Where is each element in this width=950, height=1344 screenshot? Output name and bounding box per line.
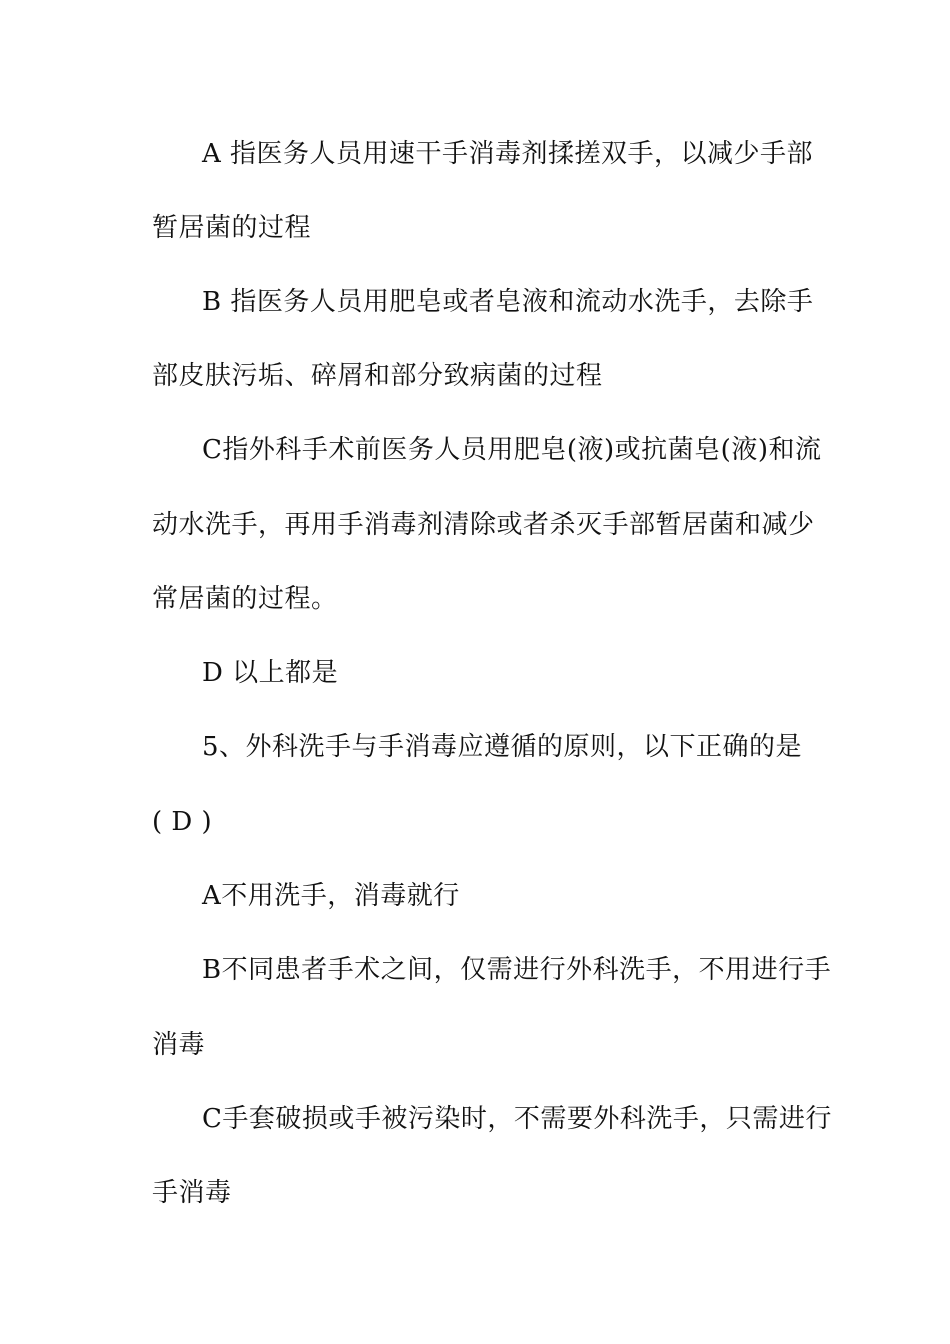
option-b-line-1: B 指医务人员用肥皂或者皂液和流动水洗手，去除手	[202, 287, 814, 317]
question-5-answer: ( D )	[152, 807, 213, 837]
q5-option-c-line-1: C手套破损或手被污染时，不需要外科洗手，只需进行	[202, 1104, 832, 1134]
question-5-line-1: 5、外科洗手与手消毒应遵循的原则，以下正确的是	[202, 732, 803, 762]
q5-option-b-line-2: 消毒	[152, 1030, 206, 1060]
option-c-line-1: C指外科手术前医务人员用肥皂(液)或抗菌皂(液)和流	[202, 435, 822, 465]
option-c-line-2: 动水洗手，再用手消毒剂清除或者杀灭手部暂居菌和减少	[152, 510, 815, 540]
option-c-line-3: 常居菌的过程。	[152, 584, 338, 614]
option-d-line: D 以上都是	[202, 658, 339, 688]
q5-option-c-line-2: 手消毒	[152, 1178, 232, 1208]
option-a-line-1: A 指医务人员用速干手消毒剂揉搓双手，以减少手部	[202, 139, 814, 169]
option-a-line-2: 暂居菌的过程	[152, 213, 312, 243]
q5-option-a-line: A不用洗手，消毒就行	[202, 881, 460, 911]
option-b-line-2: 部皮肤污垢、碎屑和部分致病菌的过程	[152, 361, 603, 391]
q5-option-b-line-1: B不同患者手术之间，仅需进行外科洗手，不用进行手	[202, 955, 832, 985]
